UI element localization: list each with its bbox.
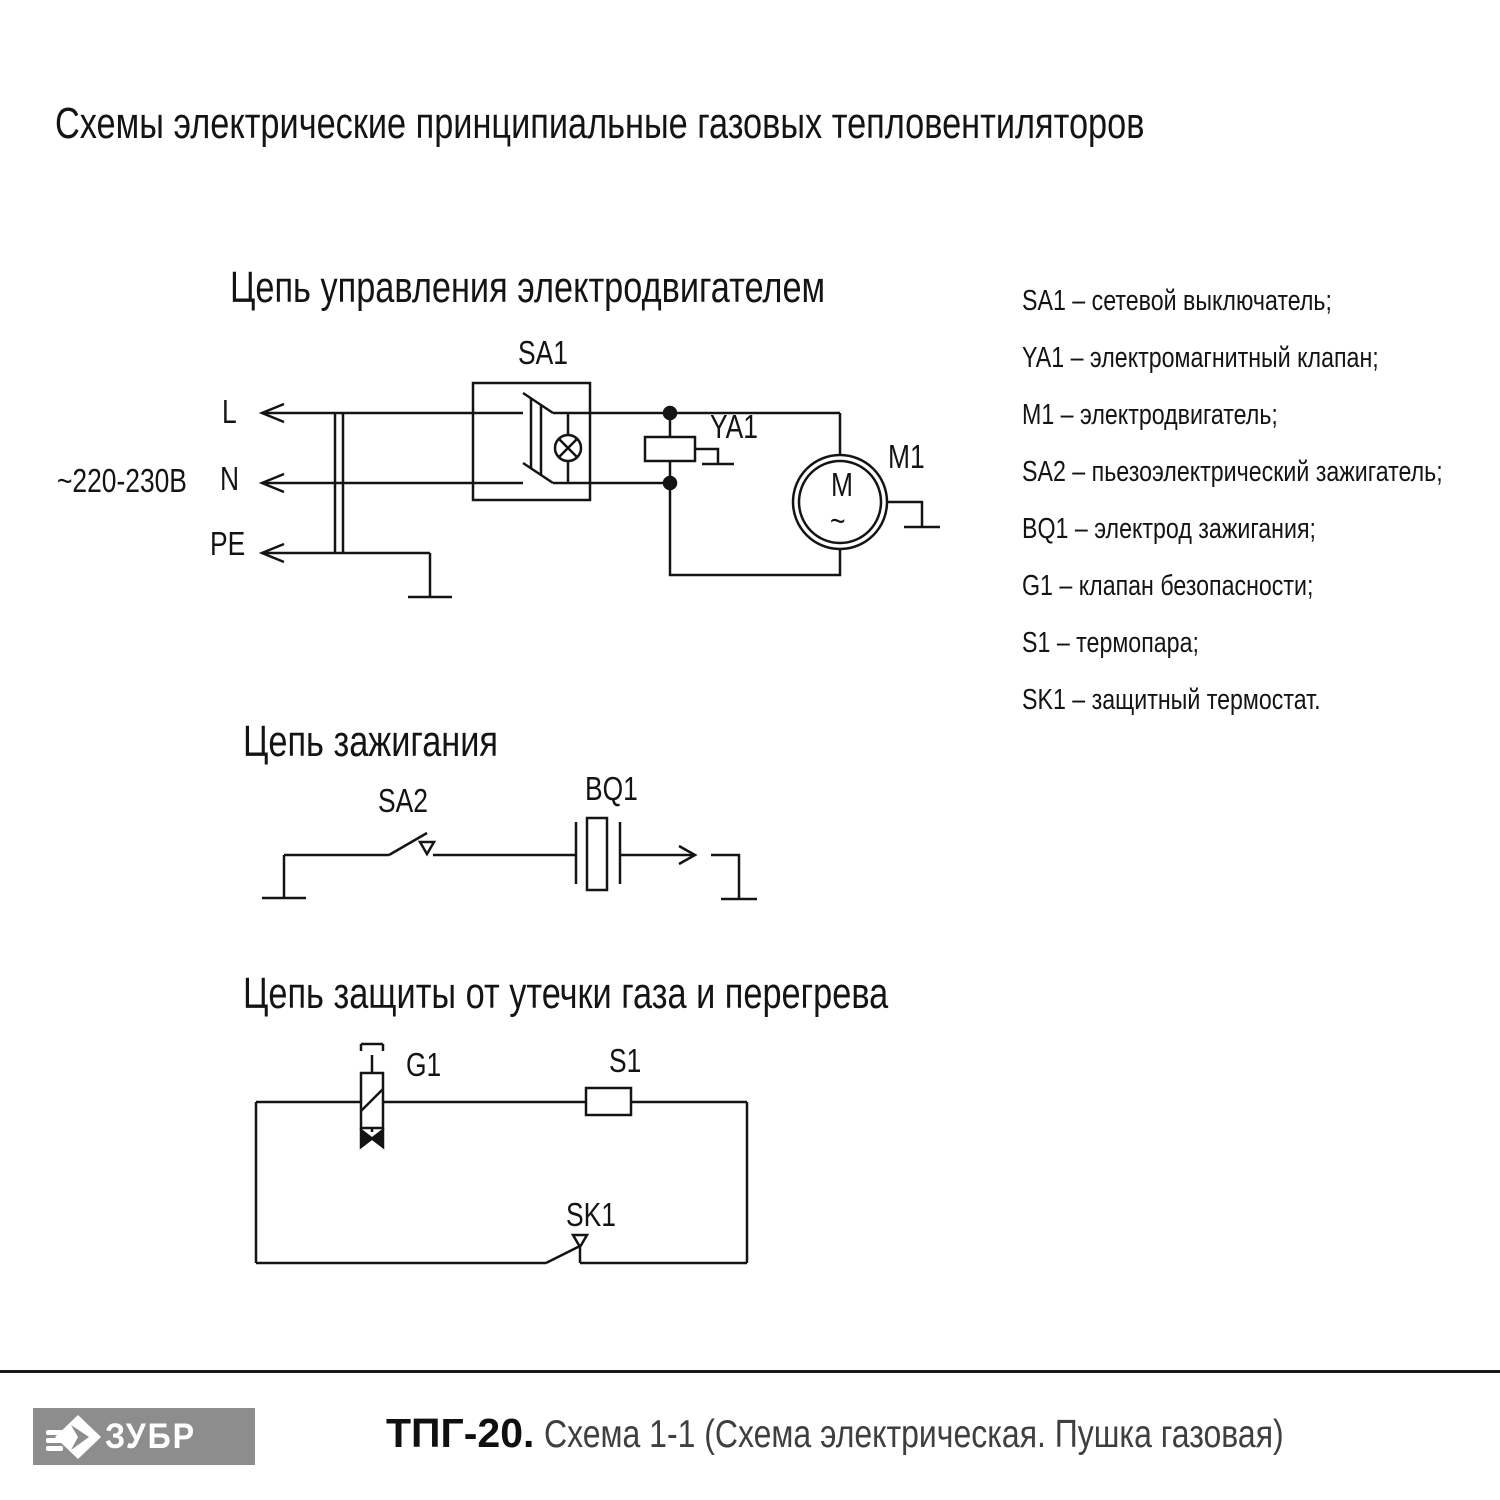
sk1-label: SK1: [566, 1196, 616, 1233]
bq1-label: BQ1: [585, 770, 638, 807]
legend-item: YA1 – электромагнитный клапан;: [1022, 342, 1379, 374]
arrow-right-icon: [620, 846, 695, 864]
legend-item: BQ1 – электрод зажигания;: [1022, 513, 1316, 545]
footer-divider: [0, 1370, 1500, 1373]
ground-icon: [695, 449, 734, 464]
legend-item: G1 – клапан безопасности;: [1022, 570, 1314, 602]
ya1-label: YA1: [710, 408, 758, 445]
line-l-label: L: [222, 393, 237, 430]
ignition-circuit-drawing: [262, 818, 757, 899]
legend-item: S1 – термопара;: [1022, 627, 1199, 659]
line-pe-label: PE: [210, 525, 246, 562]
ya1-coil: [645, 413, 695, 483]
brand-logo: [33, 1408, 255, 1465]
ground-icon: [711, 855, 757, 899]
ground-icon: [262, 855, 306, 898]
model-number: ТПГ-20.: [386, 1410, 535, 1456]
sk1-thermostat-contact: [546, 1235, 587, 1263]
protection-circuit-drawing: [256, 1044, 747, 1263]
motor-ac-symbol: ~: [830, 502, 846, 539]
m1-label: M1: [888, 438, 925, 475]
s1-thermocouple: [586, 1088, 631, 1115]
sa2-label: SA2: [378, 782, 428, 819]
bq1-electrode: [576, 818, 620, 890]
ground-icon: [408, 553, 452, 597]
lamp-icon: [555, 413, 581, 483]
circuit3-title: Цепь защиты от утечки газа и перегрева: [243, 969, 889, 1018]
arrow-left-icon: [262, 404, 473, 422]
g1-label: G1: [406, 1046, 442, 1083]
footer-caption-line: [386, 1410, 1446, 1456]
legend-item: SA2 – пьезоэлектрический зажигатель;: [1022, 456, 1443, 488]
g1-valve: [361, 1044, 383, 1147]
legend-item: SA1 – сетевой выключатель;: [1022, 285, 1332, 317]
motor-bottom-wire: [670, 483, 840, 575]
arrow-left-icon: [262, 544, 430, 562]
sa1-label: SA1: [518, 334, 568, 371]
sa2-switch-contact: [389, 833, 434, 855]
s1-label: S1: [609, 1042, 642, 1079]
scheme-caption: Схема 1-1 (Схема электрическая. Пушка газовая): [544, 1413, 1285, 1456]
voltage-label: ~220-230В: [57, 462, 187, 499]
brand-name: ЗУБР: [105, 1416, 196, 1456]
legend-item: SK1 – защитный термостат.: [1022, 684, 1321, 716]
legend-item: M1 – электродвигатель;: [1022, 399, 1278, 431]
circuit1-title: Цепь управления электродвигателем: [230, 263, 826, 312]
circuit2-title: Цепь зажигания: [243, 717, 498, 766]
motor-m-symbol: M: [831, 466, 853, 503]
ground-icon: [887, 502, 940, 527]
brand-logo-icon: [33, 1408, 105, 1465]
page-title: Схемы электрические принципиальные газовых тепловентиляторов: [55, 99, 1145, 148]
line-n-label: N: [220, 460, 240, 497]
arrow-left-icon: [262, 474, 473, 492]
